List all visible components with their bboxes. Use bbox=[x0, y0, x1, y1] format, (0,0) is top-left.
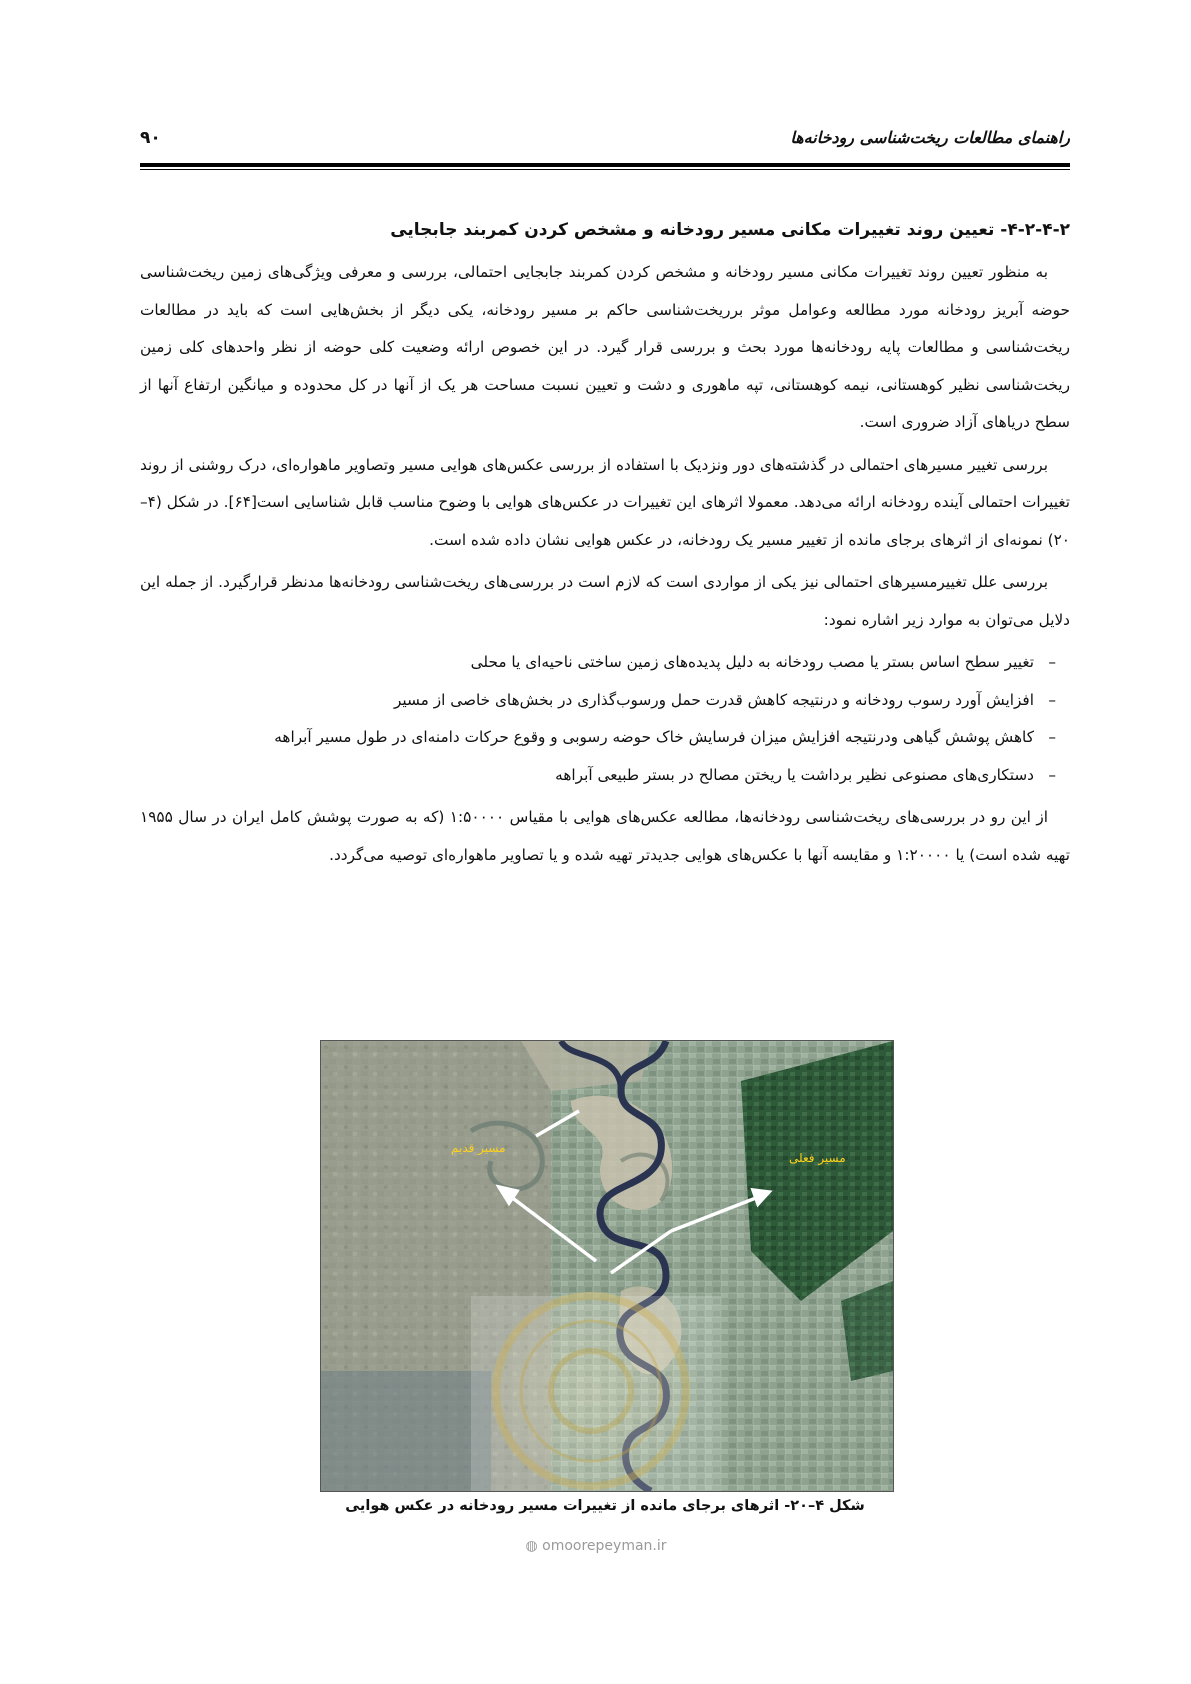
running-title: راهنمای مطالعات ریخت‌شناسی رودخانه‌ها bbox=[790, 128, 1070, 147]
paragraph-3: بررسی علل تغییرمسیرهای احتمالی نیز یکی از مواردی است که لازم است در بررسی‌های ریخت‌شناسی رودخانه‌ها مدنظر قرارگیرد. از جمله این دلایل می‌توان به موارد زیر اشاره نمود: bbox=[140, 573, 1070, 629]
page-number: ۹۰ bbox=[140, 128, 161, 148]
aerial-photo bbox=[320, 1040, 894, 1492]
page-header bbox=[140, 128, 1070, 152]
section-heading: ۴-۲-۴-۲- تعیین روند تغییرات مکانی مسیر رودخانه و مشخص کردن کمربند جابجایی bbox=[390, 220, 1070, 240]
causes-list bbox=[140, 644, 1070, 794]
header-rule-thick bbox=[140, 163, 1070, 167]
paragraph-2: بررسی تغییر مسیرهای احتمالی در گذشته‌های دور ونزدیک با استفاده از بررسی عکس‌های هوایی مسیر وتصاویر ماهواره‌ای، درک روشنی از روند تغییرات احتمالی آینده رودخانه ارائه می‌دهد. معمولا اثرهای این تغییرات در عکس‌های هوایی با وضوح مناسب قابل شناسایی است[۶۴]. در شکل (۴–۲۰) نمونه‌ای از اثرهای برجای مانده از تغییر مسیر یک رودخانه، در عکس هوایی نشان داده شده است. bbox=[140, 455, 1070, 549]
list-item: – دستکاری‌های مصنوعی نظیر برداشت یا ریختن مصالح در بستر طبیعی آبراهه bbox=[140, 757, 1070, 795]
watermark-text bbox=[496, 1538, 696, 1554]
dash-marker: – bbox=[1048, 728, 1056, 746]
list-item: – تغییر سطح اساس بستر یا مصب رودخانه به دلیل پدیده‌های زمین ساختی ناحیه‌ای یا محلی bbox=[140, 644, 1070, 682]
closing-paragraph: از این رو در بررسی‌های ریخت‌شناسی رودخانه‌ها، مطالعه عکس‌های هوایی با مقیاس ۱:۵۰۰۰۰ (که به صورت پوشش کامل ایران در سال ۱۹۵۵ تهیه شده است) یا ۱:۲۰۰۰۰ و مقایسه آنها با عکس‌های هوایی جدیدتر تهیه شده و یا تصاویر ماهواره‌ای توصیه می‌گردد. bbox=[140, 808, 1070, 864]
dash-marker: – bbox=[1048, 765, 1056, 784]
list-item: – کاهش پوشش گیاهی ودرنتیجه افزایش میزان فرسایش خاک حوضه رسوبی و وقوع حرکات دامنه‌ای در طول مسیر آبراهه bbox=[140, 719, 1070, 757]
list-item: – افزایش آورد رسوب رودخانه و درنتیجه کاهش قدرت حمل ورسوب‌گذاری در بخش‌های خاصی از مسیر bbox=[140, 682, 1070, 720]
main-content bbox=[140, 212, 1070, 879]
watermark-site: omoorepeyman.ir bbox=[542, 1538, 667, 1554]
globe-icon: ◍ bbox=[525, 1538, 538, 1554]
figure-caption: شکل ۴–۲۰- اثرهای برجای مانده از تغییرات مسیر رودخانه در عکس هوایی bbox=[345, 1498, 865, 1514]
aerial-photo-graphic bbox=[321, 1041, 893, 1491]
watermark-seal bbox=[471, 1296, 721, 1491]
label-old-course: مسیر قدیم bbox=[451, 1141, 506, 1155]
paragraph-1: به منظور تعیین روند تغییرات مکانی مسیر رودخانه و مشخص کردن کمربند جابجایی احتمالی، بررسی و معرفی ویژگی‌های زمین ریخت‌شناسی حوضه آبریز رودخانه مورد مطالعه وعوامل موثر برریخت‌شناسی حاکم بر مسیر رودخانه، یکی دیگر از بخش‌هایی است که باید در مطالعات ریخت‌شناسی و مطالعات پایه رودخانه‌ها مورد بحث و بررسی قرار گیرد. در این خصوص ارائه وضعیت کلی حوضه از نظر واحدهای کلی زمین ریخت‌شناسی نظیر کوهستانی، نیمه کوهستانی، تپه ماهوری و دشت و تعیین نسبت مساحت هر یک از آنها در کل محدوده و میانگین ارتفاع آنها از سطح دریاهای آزاد ضروری است. bbox=[140, 263, 1070, 431]
header-rule-thin bbox=[140, 169, 1070, 170]
dash-marker: – bbox=[1048, 690, 1056, 709]
label-new-course: مسیر فعلی bbox=[789, 1151, 846, 1165]
dash-marker: – bbox=[1048, 653, 1056, 671]
